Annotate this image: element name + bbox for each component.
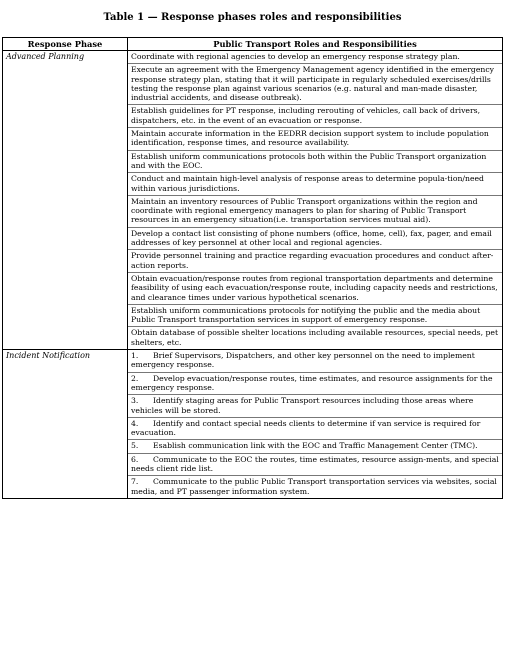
list-item: Obtain database of possible shelter locations including available resources, special needs, pet shelters, etc. (131, 328, 499, 347)
list-item: Coordinate with regional agencies to develop an emergency response strategy plan. (128, 51, 502, 64)
item-text: Brief Supervisors, Dispatchers, and other key personnel on the need to implement emergency response. (131, 351, 475, 370)
list-item: Conduct and maintain high-level analysis of response areas to determine popula-tion/need within various jurisdictions. (128, 173, 502, 196)
list-item: Provide personnel training and practice regarding evacuation procedures and conduct after-action reports. (128, 250, 502, 273)
item-number: 4. (131, 418, 139, 428)
responsibilities-table (2, 37, 503, 499)
item-number: 5. (131, 441, 139, 451)
list-item (128, 476, 502, 498)
item-number: 6. (131, 454, 139, 464)
table-caption: Table 1 — Response phases roles and responsibilities (103, 12, 402, 23)
item-text: Communicate to the public Public Transport transportation services via websites, social media, and PT passenger information system. (131, 477, 497, 496)
list-item (128, 440, 502, 453)
roles-cell (128, 51, 503, 350)
roles-cell (128, 350, 503, 499)
table-row (3, 350, 503, 499)
item-number: 7. (131, 477, 139, 487)
list-item: Develop a contact list consisting of phone numbers (office, home, cell), fax, pager, and email addresses of key personnel at other local and regional agencies. (128, 228, 502, 251)
item-text: Develop evacuation/response routes, time estimates, and resource assignments for the emergency response. (131, 373, 493, 392)
list-item: Obtain evacuation/response routes from regional transportation departments and determine feasibility of using each evacuation/response route, including capacity needs and restrictions, and clearance times under various hypothetical scenarios. (128, 273, 502, 305)
list-item: Establish uniform communications protocols both within the Public Transport organization and with the EOC. (128, 151, 502, 174)
list-item (128, 395, 502, 418)
header-row (3, 38, 503, 51)
item-text: Communicate to the EOC the routes, time estimates, resource assign-ments, and special needs client ride list. (131, 454, 499, 473)
list-item (128, 454, 502, 477)
item-number: 3. (131, 396, 139, 406)
list-item: Execute an agreement with the Emergency Management agency identified in the emergency response strategy plan, stating that it will participate in regularly scheduled exercises/drills testing the response plan against various scenarios (e.g. natural and man-made disaster, industrial accidents, and disease outbreak). (128, 64, 502, 105)
phase-cell: Advanced Planning (3, 51, 128, 350)
column-header-roles: Public Transport Roles and Responsibilities (128, 38, 503, 51)
table-row (3, 51, 503, 350)
item-number: 2. (131, 373, 139, 383)
list-item (128, 350, 502, 373)
item-text: Identify staging areas for Public Transport resources including those areas where vehicles will be stored. (131, 396, 474, 415)
list-item: Establish guidelines for PT response, including rerouting of vehicles, call back of drivers, dispatchers, etc. in the event of an evacuation or response. (128, 105, 502, 128)
list-item (128, 418, 502, 441)
item-text: Esablish communication link with the EOC and Traffic Management Center (TMC). (153, 441, 478, 451)
phase-cell: Incident Notification (3, 350, 128, 499)
item-number: 1. (131, 351, 139, 361)
list-item (128, 373, 502, 396)
item-text: Identify and contact special needs clients to determine if van service is required for evacuation. (131, 418, 481, 438)
column-header-phase: Response Phase (3, 38, 128, 51)
list-item: Maintain accurate information in the EEDRR decision support system to include population identification, response times, and resource availability. (128, 128, 502, 151)
list-item: Maintain an inventory resources of Public Transport organizations within the region and coordinate with regional emergency managers to plan for sharing of Public Transport resources in an emergency situation(i.e. transportation services mutual aid). (128, 196, 502, 228)
list-item: Establish uniform communications protocols for notifying the public and the media about Public Transport transportation services in support of emergency response. (128, 305, 502, 328)
